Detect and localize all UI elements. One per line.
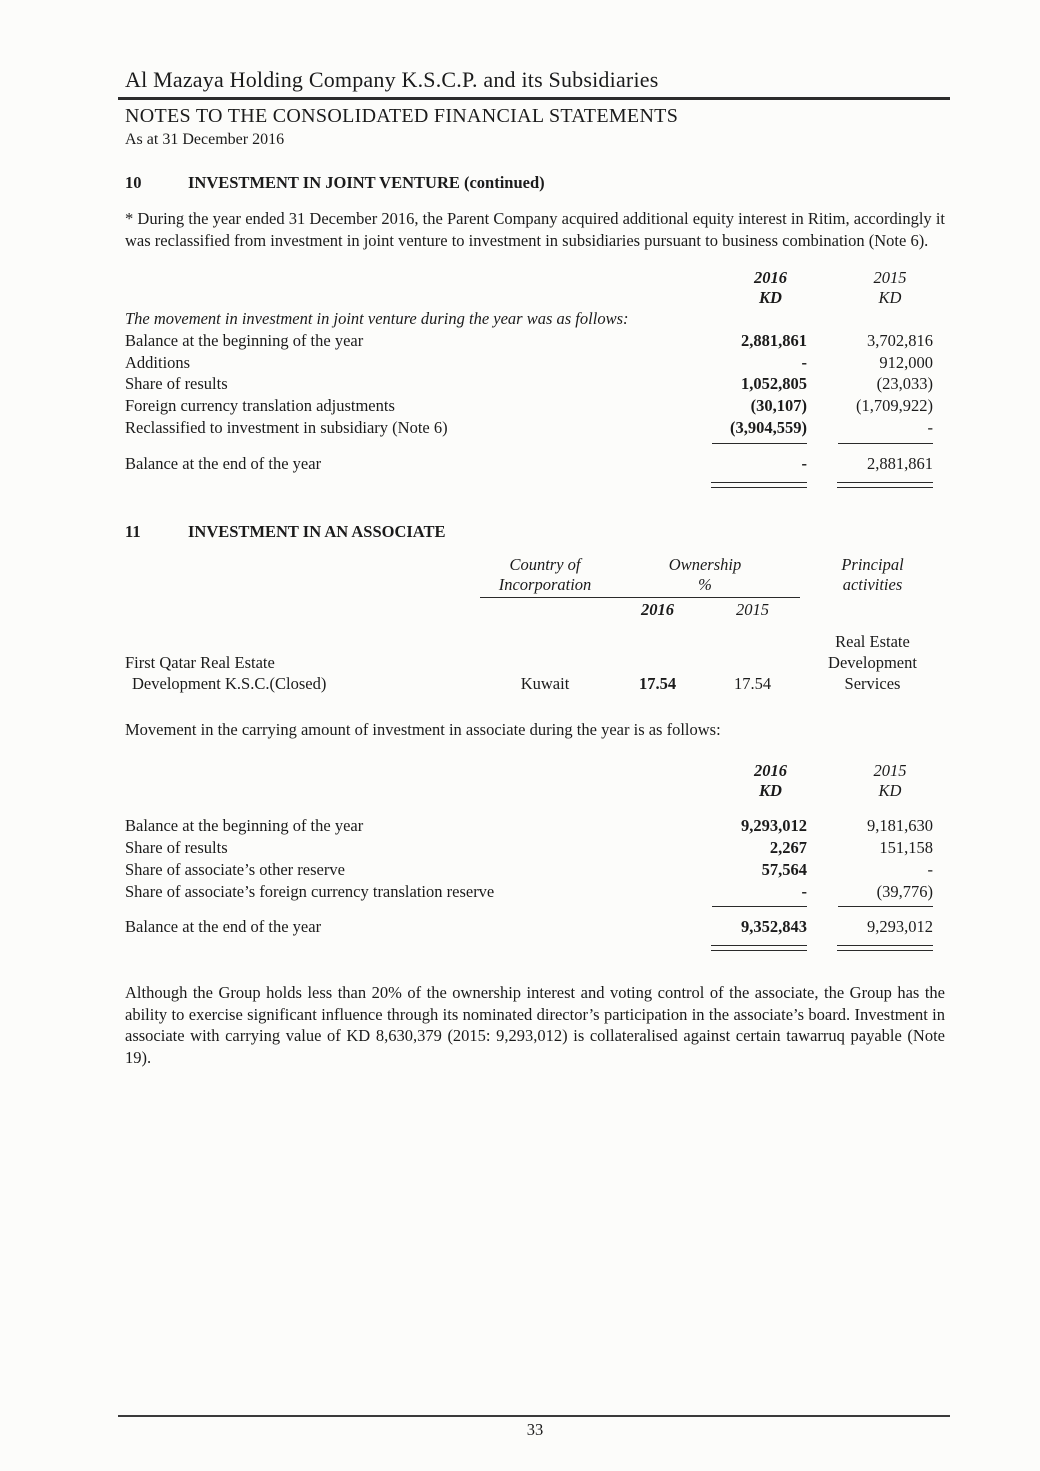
country-header-line1: Country of bbox=[509, 554, 581, 574]
table-row: Balance at the beginning of the year 2,881,861 3,702,816 bbox=[125, 330, 933, 350]
jv-movement-table bbox=[125, 268, 945, 490]
mv-col-year-2016: 2016 bbox=[754, 761, 787, 781]
jv-table-intro: The movement in investment in joint venture during the year was as follows: bbox=[125, 309, 629, 328]
table-row: Share of associate’s other reserve 57,564 - bbox=[125, 859, 933, 879]
jv-col-currency-2016: KD bbox=[759, 288, 782, 307]
table-row: Share of associate’s foreign currency translation reserve - (39,776) bbox=[125, 881, 933, 901]
section-11-heading bbox=[125, 521, 945, 542]
section-10-title: INVESTMENT IN JOINT VENTURE (continued) bbox=[188, 173, 545, 192]
ownership-subheader-2016: 2016 bbox=[641, 599, 674, 619]
header-rule bbox=[118, 97, 950, 100]
page-content bbox=[125, 0, 945, 1068]
table-row: Additions - 912,000 bbox=[125, 352, 933, 372]
subtotal-rule-row bbox=[125, 443, 945, 451]
jv-table-header bbox=[125, 268, 945, 308]
table-row: Share of results 1,052,805 (23,033) bbox=[125, 374, 933, 394]
principal-header-line2: activities bbox=[842, 574, 903, 594]
table-row: Share of results 2,267 151,158 bbox=[125, 838, 933, 858]
associate-ownership-2015: 17.54 bbox=[733, 673, 772, 693]
associate-name: First Qatar Real Estate Development K.S.C.(Closed) bbox=[125, 652, 327, 693]
associate-country: Kuwait bbox=[520, 673, 570, 693]
table-row: Balance at the beginning of the year 9,293,012 9,181,630 bbox=[125, 816, 933, 836]
jv-col-year-2016: 2016 bbox=[754, 268, 787, 287]
section-10-number: 10 bbox=[125, 173, 142, 192]
movement-table-header bbox=[125, 761, 945, 801]
section-10-note-paragraph: * During the year ended 31 December 2016, the Parent Company acquired additional equity interest in Ritim, accordingly it was reclassified from investment in joint venture to investment in subsidiaries pursuant to business combination (Note 6). bbox=[125, 209, 945, 250]
company-title: Al Mazaya Holding Company K.S.C.P. and its Subsidiaries bbox=[125, 67, 659, 92]
total-double-rule-row bbox=[125, 482, 945, 490]
ownership-subheader-2015: 2015 bbox=[736, 599, 769, 619]
section-10-heading bbox=[125, 172, 945, 193]
associate-movement-table bbox=[125, 761, 945, 953]
closing-paragraph: Although the Group holds less than 20% of the ownership interest and voting control of the associate, the Group has the ability to exercise significant influence through its nominated director’s participation in the associate’s board. Investment in associate with carrying value of KD 8,630,379 (2015: 9,293,012) is collateralised against certain tawarruq payable (Note 19). bbox=[125, 983, 945, 1067]
table-row: Foreign currency translation adjustments (30,107) (1,709,922) bbox=[125, 396, 933, 416]
footer-rule bbox=[118, 1415, 950, 1417]
associate-ownership-2016: 17.54 bbox=[638, 673, 677, 693]
document-title: NOTES TO THE CONSOLIDATED FINANCIAL STATEMENTS bbox=[125, 105, 679, 127]
section-11-title: INVESTMENT IN AN ASSOCIATE bbox=[188, 521, 446, 541]
table-total-row: Balance at the end of the year - 2,881,861 bbox=[125, 453, 933, 473]
total-double-rule-row bbox=[125, 945, 945, 953]
page-number: 33 bbox=[526, 1420, 544, 1439]
associate-activities: Real Estate Development Services bbox=[828, 631, 917, 693]
ownership-header-line1: Ownership bbox=[668, 554, 742, 574]
section-11-number: 11 bbox=[125, 521, 141, 541]
associate-table-header bbox=[125, 555, 945, 620]
document-date: As at 31 December 2016 bbox=[125, 131, 285, 148]
jv-col-currency-2015: KD bbox=[878, 288, 902, 307]
movement-intro: Movement in the carrying amount of investment in associate during the year is as follows: bbox=[125, 719, 721, 739]
mv-col-currency-2016: KD bbox=[759, 781, 782, 801]
mv-col-currency-2015: KD bbox=[878, 781, 902, 801]
principal-header-line1: Principal bbox=[841, 554, 904, 574]
mv-col-year-2015: 2015 bbox=[873, 761, 907, 781]
table-row: Reclassified to investment in subsidiary (Note 6) (3,904,559) - bbox=[125, 417, 933, 437]
subtotal-rule-row bbox=[125, 906, 945, 914]
table-total-row: Balance at the end of the year 9,352,843 9,293,012 bbox=[125, 917, 933, 937]
associate-row bbox=[125, 631, 945, 694]
jv-col-year-2015: 2015 bbox=[873, 268, 907, 287]
ownership-header-line2: % bbox=[698, 574, 712, 594]
country-header-line2: Incorporation bbox=[498, 574, 592, 594]
associate-header-rule bbox=[480, 595, 800, 598]
